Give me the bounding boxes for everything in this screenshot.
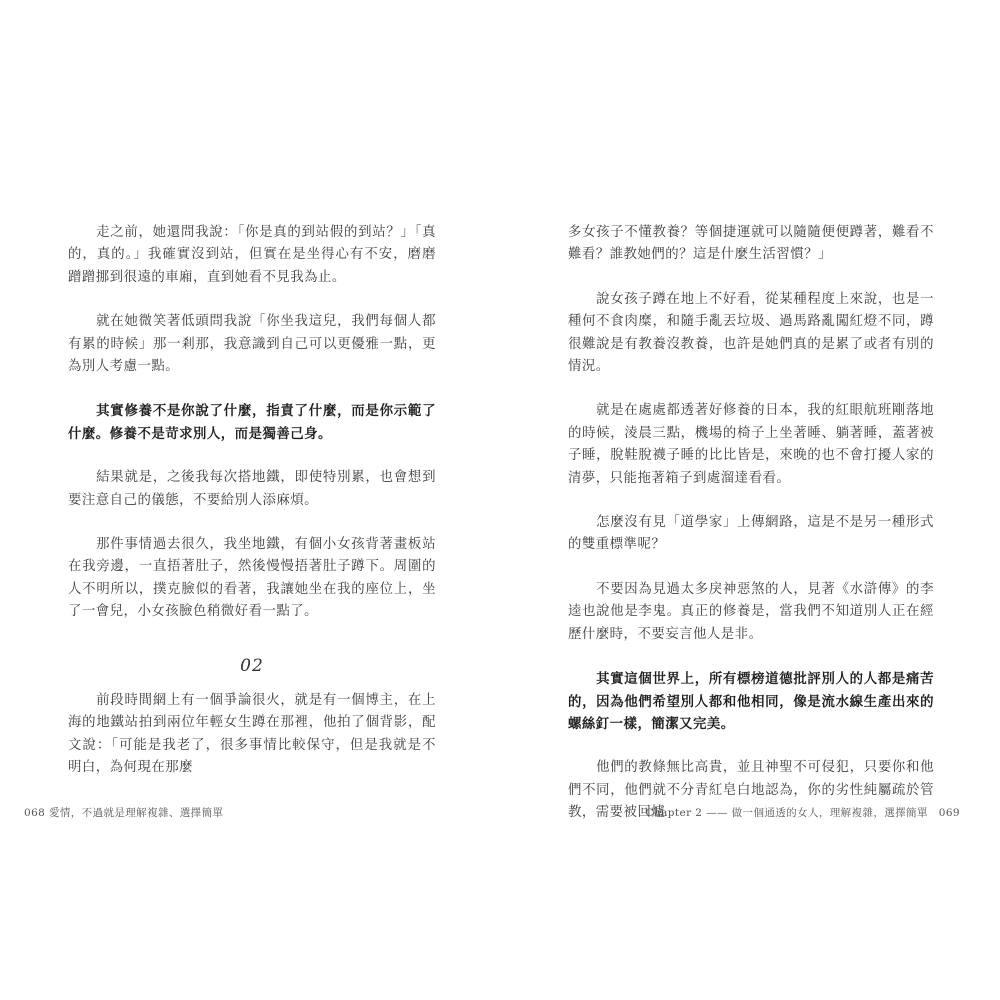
right-paragraphs <box>568 222 934 825</box>
left-after-section <box>68 690 436 780</box>
paragraph: 走之前，她還問我說：「你是真的到站假的到站？」「真的，真的。」我確實沒到站，但實在是坐得心有不安，磨磨蹭蹭挪到很遠的車廂，直到她看不見我為止。 <box>68 225 436 285</box>
paragraph: 怎麼沒有見「道學家」上傳網路，這是不是另一種形式的雙重標準呢？ <box>568 515 934 553</box>
left-page <box>68 222 436 801</box>
paragraph: 他們的教條無比高貴，並且神聖不可侵犯，只要你和他們不同，他們就不分青紅皂白地認為，你的劣性純屬疏於管教，需要被回爐 <box>568 760 934 821</box>
section-number: 02 <box>240 655 264 676</box>
paragraph: 不要因為見過太多戾神惡煞的人，見著《水滸傳》的李逵也說他是李鬼。真正的修養是，當我們不知道別人正在經歷什麼時，不要妄言他人是非。 <box>568 581 934 642</box>
left-footer: 068 愛情，不過就是理解複雜、選擇簡單 <box>24 807 224 819</box>
paragraph: 說女孩子蹲在地上不好看，從某種程度上來說，也是一種何不食肉糜，和隨手亂丟垃圾、過馬路亂闖紅燈不同，蹲很難說是有教養沒教養，也許是她們真的是累了或者有別的情況。 <box>568 291 934 375</box>
right-footer: Chapter 2 —— 做一個通透的女人，理解複雜，選擇簡單 069 <box>645 807 960 819</box>
paragraph: 就是在處處都透著好修養的日本，我的紅眼航班剛落地的時候，淩晨三點，機場的椅子上坐著睡、躺著睡，蓋著被子睡，脫鞋脫襪子睡的比比皆是，來晚的也不會打擾人家的清夢，只能拖著箱子到處溜達看看。 <box>568 403 934 486</box>
left-paragraphs <box>68 222 436 624</box>
paragraph: 就在她微笑著低頭問我說「你坐我這兒，我們每個人都有累的時候」那一剎那，我意識到自己可以更優雅一點，更為別人考慮一點。 <box>68 314 436 375</box>
emphasis-paragraph: 其實修養不是你說了什麼，指責了什麼，而是你示範了什麼。修養不是苛求別人，而是獨善己身。 <box>68 403 436 442</box>
right-page <box>568 222 934 847</box>
paragraph: 那件事情過去很久，我坐地鐵，有個小女孩背著畫板站在我旁邊，一直捂著肚子，然後慢慢捂著肚子蹲下。周圍的人不明所以，撲克臉似的看著，我讓她坐在我的座位上，坐了一會兒，小女孩臉色稍微好看一點了。 <box>68 537 436 620</box>
emphasis-paragraph: 其實這個世界上，所有標榜道德批評別人的人都是痛苦的，因為他們希望別人都和他相同，像是流水線生產出來的螺絲釘一樣，簡潔又完美。 <box>568 671 934 732</box>
paragraph: 多女孩子不懂教養？等個捷運就可以隨隨便便蹲著，難看不難看？誰教她們的？這是什麼生活習慣？」 <box>568 225 934 263</box>
paragraph: 前段時間網上有一個爭論很火，就是有一個博主，在上海的地鐵站拍到兩位年輕女生蹲在那裡，他拍了個背影，配文說：「可能是我老了，很多事情比較保守，但是我就是不明白，為何現在那麼 <box>68 692 436 775</box>
paragraph: 結果就是，之後我每次搭地鐵，即使特別累，也會想到要注意自己的儀態，不要給別人添麻煩。 <box>68 470 436 508</box>
